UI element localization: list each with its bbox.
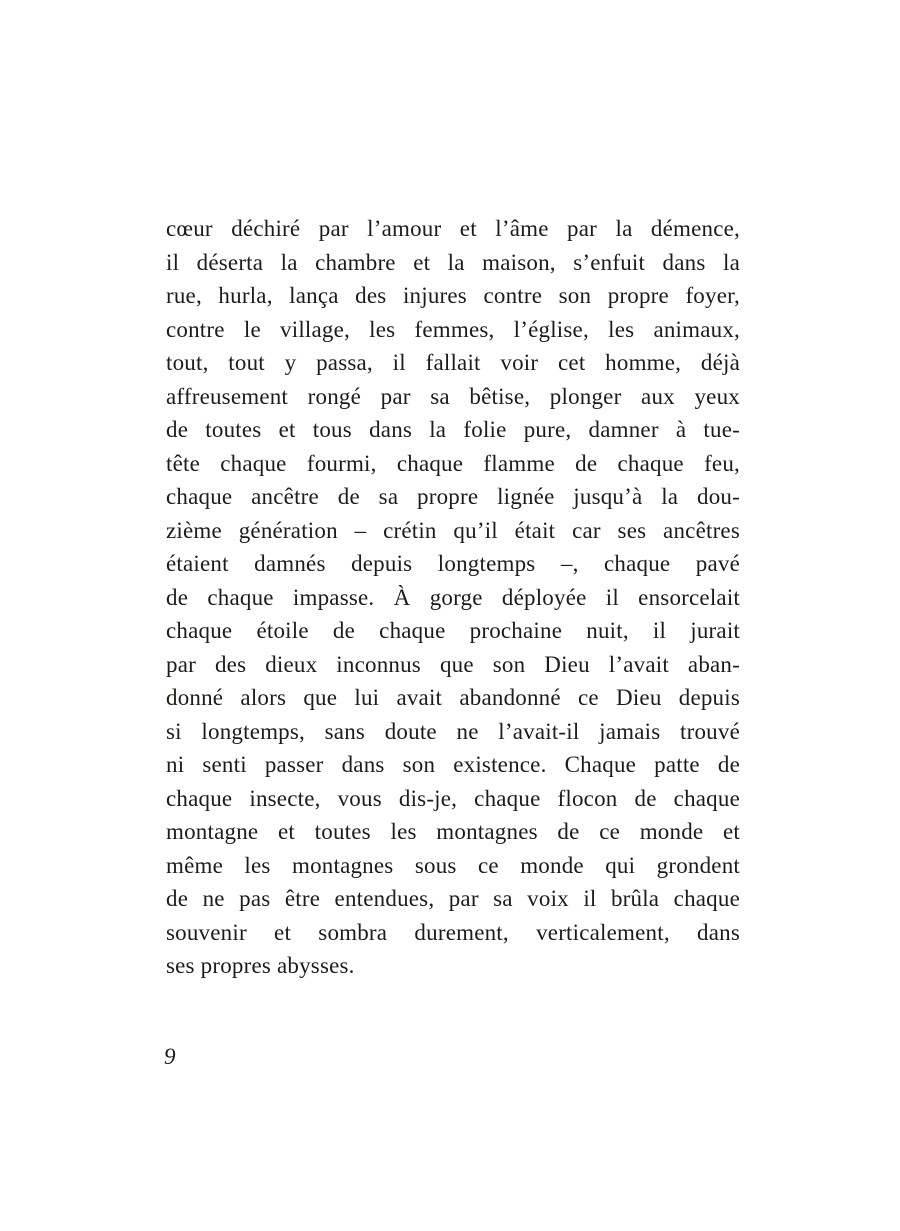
text-line: ses propres abysses. — [166, 953, 355, 978]
text-line: rue, hurla, lança des injures contre son propre foyer, — [166, 283, 740, 308]
text-line: de chaque impasse. À gorge déployée il ensorcelait — [166, 584, 740, 610]
text-line: de toutes et tous dans la folie pure, damner à tue- — [166, 417, 740, 442]
text-line: de ne pas être entendues, par sa voix il brûla chaque — [166, 886, 740, 911]
text-line: par des dieux inconnus que son Dieu l’avait aban- — [166, 651, 740, 677]
text-line: tout, tout y passa, il fallait voir cet homme, déjà — [166, 350, 740, 375]
text-line: ni senti passer dans son existence. Chaque patte de — [166, 752, 740, 777]
text-line: chaque insecte, vous dis-je, chaque flocon de chaque — [166, 785, 740, 811]
text-line: contre le village, les femmes, l’église, les animaux, — [166, 316, 740, 342]
text-line: même les montagnes sous ce monde qui grondent — [166, 852, 740, 878]
text-line: souvenir et sombra durement, verticalement, dans — [166, 919, 740, 945]
text-line: chaque ancêtre de sa propre lignée jusqu’à la dou- — [166, 484, 740, 509]
text-line: cœur déchiré par l’amour et l’âme par la démence, — [166, 216, 740, 241]
body-text — [166, 212, 740, 983]
text-line: zième génération – crétin qu’il était car ses ancêtres — [166, 517, 740, 543]
text-line: montagne et toutes les montagnes de ce monde et — [166, 819, 740, 844]
text-line: tête chaque fourmi, chaque flamme de chaque feu, — [166, 450, 740, 476]
text-line: donné alors que lui avait abandonné ce Dieu depuis — [166, 685, 740, 710]
text-line: chaque étoile de chaque prochaine nuit, il jurait — [166, 618, 740, 643]
text-line: affreusement rongé par sa bêtise, plonger aux yeux — [166, 383, 740, 409]
text-line: si longtemps, sans doute ne l’avait-il jamais trouvé — [166, 718, 740, 744]
page-number: 9 — [164, 1044, 176, 1069]
text-line: il déserta la chambre et la maison, s’enfuit dans la — [166, 249, 740, 275]
text-line: étaient damnés depuis longtemps –, chaque pavé — [166, 551, 740, 576]
